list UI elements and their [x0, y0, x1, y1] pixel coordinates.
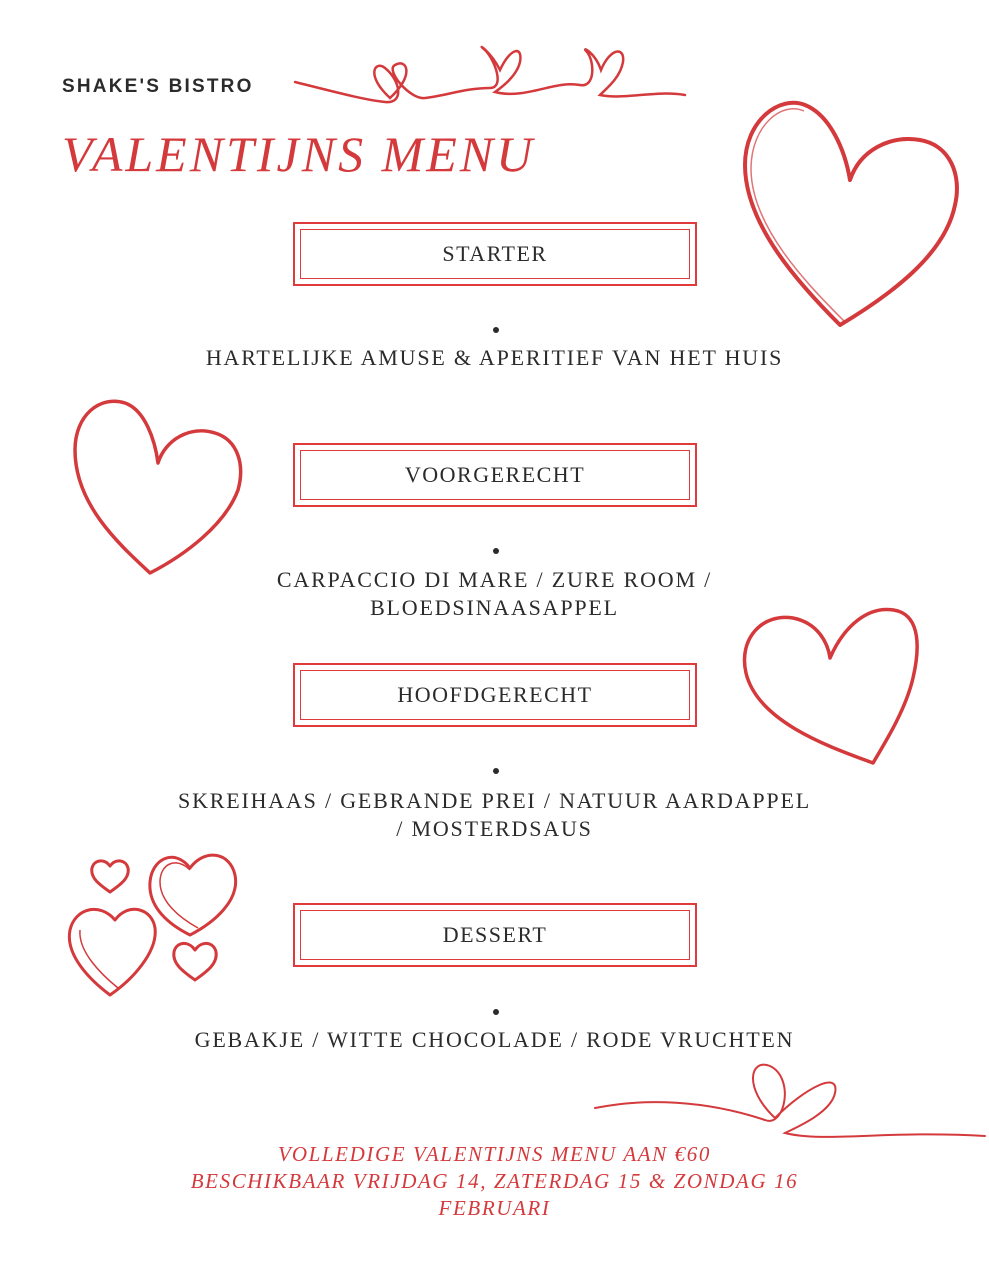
hearts-line-icon: [295, 40, 695, 115]
heart-cluster-icon: [60, 840, 250, 1005]
bullet-dot: [493, 768, 499, 774]
menu-item: SKREIHAAS / GEBRANDE PREI / NATUUR AARDAPPEL: [178, 788, 811, 813]
heart-line-icon: [595, 1058, 989, 1143]
restaurant-name: SHAKE'S BISTRO: [62, 76, 254, 97]
section-voorgerecht: [293, 443, 697, 507]
availability-line: BESCHIKBAAR VRIJDAG 14, ZATERDAG 15 & ZONDAG 16: [190, 1169, 799, 1193]
menu-item: / MOSTERDSAUS: [396, 816, 593, 841]
heart-outline-icon: [738, 603, 923, 768]
section-starter: [293, 222, 697, 286]
menu-item: CARPACCIO DI MARE / ZURE ROOM /: [276, 567, 713, 592]
section-heading: HOOFDGERECHT: [300, 670, 690, 720]
menu-item: HARTELIJKE AMUSE & APERITIEF VAN HET HUIS: [205, 345, 784, 370]
section-heading: STARTER: [300, 229, 690, 279]
menu-title: VALENTIJNS MENU: [62, 126, 536, 182]
large-heart-icon: [740, 95, 965, 330]
section-heading: DESSERT: [300, 910, 690, 960]
availability-month: FEBRUARI: [438, 1196, 551, 1220]
section-heading: VOORGERECHT: [300, 450, 690, 500]
menu-item: BLOEDSINAASAPPEL: [370, 595, 619, 620]
menu-item: GEBAKJE / WITTE CHOCOLADE / RODE VRUCHTEN: [194, 1027, 795, 1052]
section-hoofdgerecht: [293, 663, 697, 727]
bullet-dot: [493, 1009, 499, 1015]
section-dessert: [293, 903, 697, 967]
bullet-dot: [493, 327, 499, 333]
price-line: VOLLEDIGE VALENTIJNS MENU AAN €60: [278, 1142, 711, 1166]
bullet-dot: [493, 548, 499, 554]
heart-outline-icon: [70, 395, 250, 580]
